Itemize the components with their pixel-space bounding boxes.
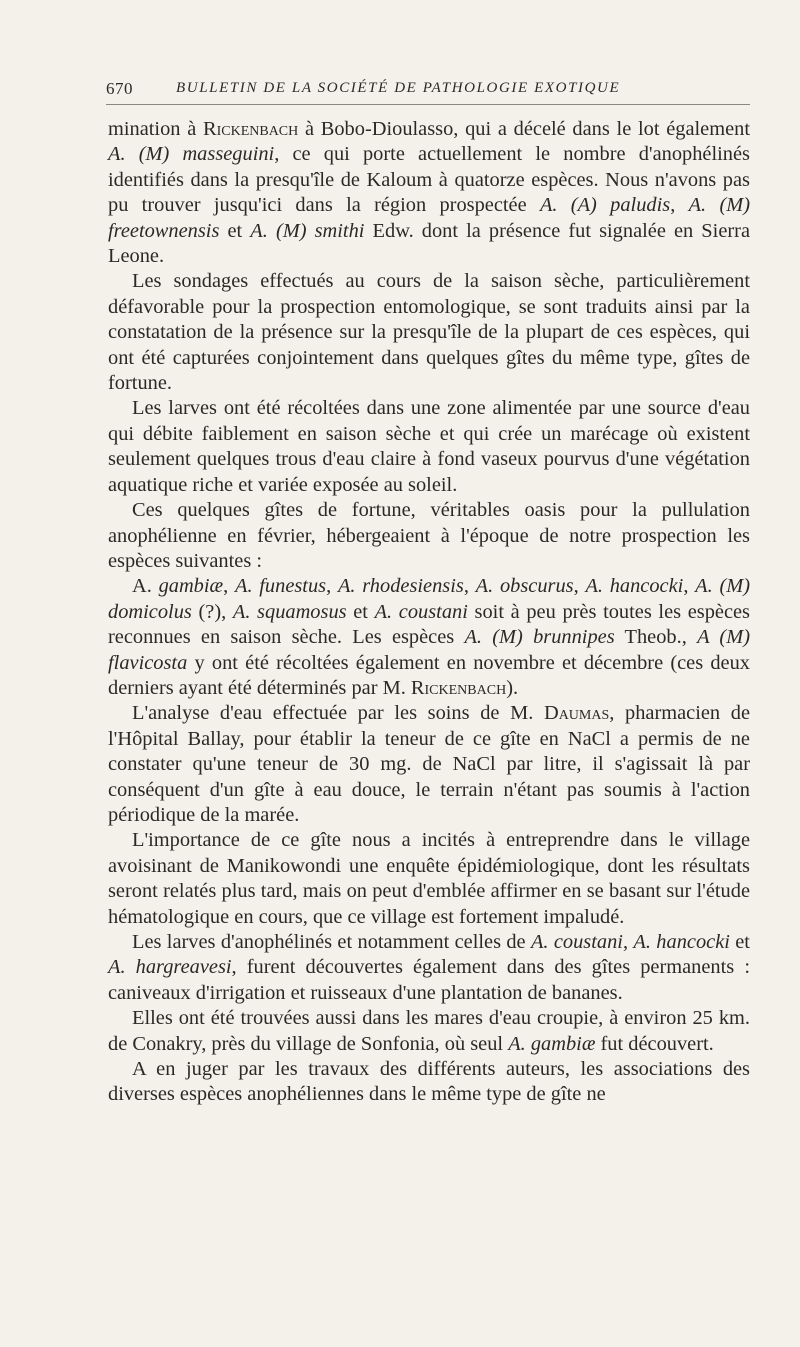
species-name: A. funestus xyxy=(234,575,327,598)
text-run: , furent découvertes également dans des gîtes permanents : caniveaux d'irrigation et ruisseaux d'une plantation de bananes. xyxy=(108,956,750,1004)
text-run: ). xyxy=(506,676,519,699)
text-run: , xyxy=(670,194,689,217)
species-name: A. (M) smithi xyxy=(250,219,365,242)
text-run: , ce qui porte actuellement le nombre d'anophélinés identifiés dans la presqu'île de Kaloum à quatorze espèces. Nous n'avons pas pu trouver jusqu'ici dans la région prospectée xyxy=(108,143,750,217)
person-name: Rickenbach xyxy=(202,118,299,140)
species-name: A. hancocki xyxy=(633,931,730,953)
text-run: A. xyxy=(132,575,159,598)
species-name: A. (M) masseguini xyxy=(108,143,275,166)
species-name: A. (M) domicolus xyxy=(108,575,751,623)
text-run: , pharmacien de l'Hôpital Ballay, pour établir la teneur de ce gîte en NaCl a permis de ne constater qu'une teneur de 30 mg. de NaCl par litre, il s'agissait là par conséquent d'un gîte à eau douce, le terrain n'étant pas soumis à l'action périodique de la marée. xyxy=(108,702,750,826)
text-run: et xyxy=(729,931,750,953)
text-run: et xyxy=(219,219,251,242)
text-run: Ces quelques gîtes de fortune, véritables oasis pour la pullulation anophélienne en février, hébergeaient à l'époque de notre prospection les espèces suivantes : xyxy=(108,499,750,572)
page-header xyxy=(106,74,750,105)
species-name: A (M) flavicosta xyxy=(108,626,750,674)
text-run: Les larves d'anophélinés et notamment celles de xyxy=(132,931,531,953)
paragraph xyxy=(108,828,750,930)
species-name: A. rhodesiensis xyxy=(337,575,464,598)
paragraph xyxy=(108,498,750,574)
text-run: A en juger par les travaux des différents auteurs, les associations des diverses espèces anophéliennes dans le même type de gîte ne xyxy=(108,1058,750,1106)
species-name: A. squamosus xyxy=(232,600,347,623)
text-run: , xyxy=(622,931,634,953)
text-run: , xyxy=(223,575,235,598)
text-run: , xyxy=(326,575,338,598)
species-name: A. obscurus xyxy=(475,575,574,598)
person-name: Rickenbach xyxy=(410,676,507,699)
paragraph xyxy=(108,396,750,498)
paragraph xyxy=(108,269,750,396)
text-run: fut découvert. xyxy=(595,1032,714,1055)
text-run: , xyxy=(463,575,476,598)
species-name: A. coustani xyxy=(530,931,623,953)
species-name: A. hancocki xyxy=(585,575,684,598)
text-run: Edw. dont la présence fut signalée en Sierra Leone. xyxy=(108,219,750,268)
paragraph xyxy=(108,701,750,828)
text-run: (?), xyxy=(191,600,233,623)
text-run: , xyxy=(573,575,586,598)
text-run: Theob., xyxy=(614,626,698,649)
species-name: A. (A) paludis xyxy=(539,194,671,217)
text-run: L'analyse d'eau effectuée par les soins de M. xyxy=(132,702,544,725)
text-run: à Bobo-Dioulasso, qui a décelé dans le lot également xyxy=(298,118,750,140)
paragraph xyxy=(108,1006,750,1057)
running-head: BULLETIN DE LA SOCIÉTÉ DE PATHOLOGIE EXOTIQUE xyxy=(176,80,621,96)
species-name: A. hargreavesi xyxy=(108,956,232,979)
species-name: gambiæ xyxy=(158,575,224,598)
text-run: Les larves ont été récoltées dans une zone alimentée par une source d'eau qui débite faiblement en saison sèche et qui crée un marécage où existent seulement quelques trous d'eau claire à fond vaseux pourvus d'une végétation aquatique riche et variée exposée au soleil. xyxy=(108,397,750,496)
paragraph xyxy=(108,574,750,701)
paragraph xyxy=(108,930,750,1006)
paragraph xyxy=(108,1057,750,1108)
text-run: Elles ont été trouvées aussi dans les mares d'eau croupie, à environ 25 km. de Conakry, près du village de Sonfonia, où seul xyxy=(108,1007,750,1055)
text-run: et xyxy=(346,600,375,623)
text-run: L'importance de ce gîte nous a incités à entreprendre dans le village avoisinant de Manikowondi une enquête épidémiologique, dont les résultats seront relatés plus tard, mais on peut d'emblée affirmer en se basant sur l'étude hématologique en cours, que ce village est fortement impaludé. xyxy=(108,829,750,928)
paragraph xyxy=(108,117,750,269)
text-run: , xyxy=(683,575,696,598)
page-number: 670 xyxy=(106,79,133,98)
species-name: A. (M) brunnipes xyxy=(464,626,615,649)
species-name: A. coustani xyxy=(374,600,468,623)
text-run: mination à xyxy=(108,118,203,140)
text-run: Les sondages effectués au cours de la saison sèche, particulièrement défavorable pour la prospection entomologique, se sont traduits ainsi par la constatation de la présence sur la presqu'île de la plupart de ces espèces, qui ont été capturées conjointement dans quelques gîtes du même type, gîtes de fortune. xyxy=(108,270,750,395)
person-name: Daumas xyxy=(543,702,610,725)
species-name: A. (M) freetownensis xyxy=(108,194,751,242)
species-name: A. gambiæ xyxy=(508,1032,596,1055)
text-run: y ont été récoltées également en novembre et décembre (ces deux derniers ayant été déterminés par M. xyxy=(108,651,750,699)
article-body xyxy=(108,117,750,1108)
text-run: soit à peu près toutes les espèces reconnues en saison sèche. Les espèces xyxy=(108,600,750,649)
